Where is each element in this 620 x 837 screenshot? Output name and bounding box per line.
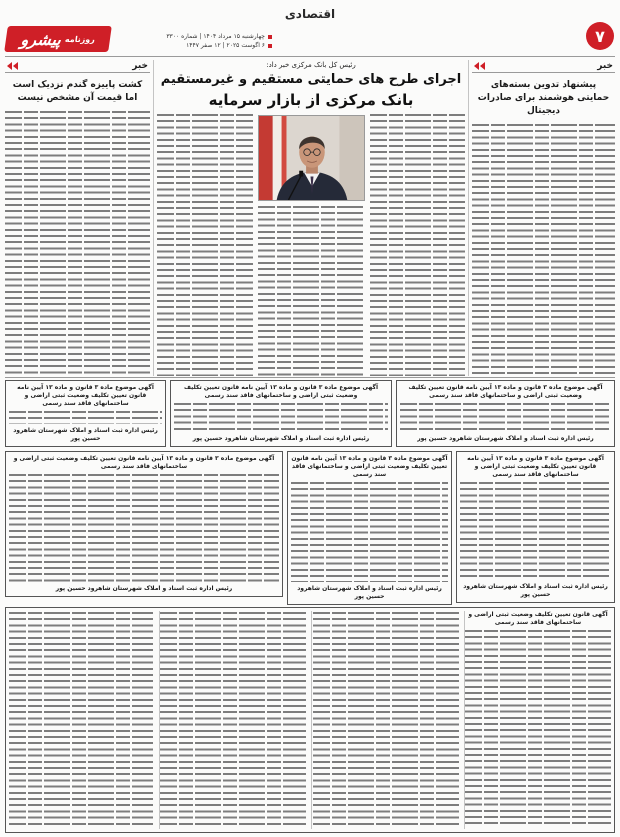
bottom-notice-column	[313, 611, 459, 829]
notice-signature: رئیس اداره ثبت اسناد و املاک شهرستان شاهرود حسین پور	[463, 583, 608, 598]
column-divider	[464, 611, 465, 829]
legal-notice	[170, 380, 392, 447]
notice-signature: رئیس اداره ثبت اسناد و املاک شهرستان شاهرود حسین پور	[417, 435, 594, 442]
lead-body	[157, 114, 465, 376]
newspaper-logo	[4, 26, 112, 52]
lead-text-column-3	[157, 114, 253, 376]
lead-kicker: رئیس کل بانک مرکزی خبر داد:	[266, 61, 356, 69]
date-line-persian: چهارشنبه ۱۵ مرداد ۱۴۰۴ | شماره ۳۳۰۰	[150, 32, 272, 41]
right-news-body	[472, 124, 615, 376]
bottom-notice-heading: آگهی قانون تعیین تکلیف وضعیت ثبتی اراضی و ساختمانهای فاقد سند رسمی	[468, 611, 608, 626]
bottom-notice-body	[313, 612, 459, 828]
notice-body	[174, 403, 388, 432]
header-rule	[5, 56, 615, 57]
left-news-column	[5, 60, 150, 376]
bottom-notice-column	[465, 611, 611, 829]
column-divider	[153, 60, 154, 376]
lead-story	[157, 60, 465, 376]
notice-heading: آگهی موضوع ماده ۳ قانون و ماده ۱۳ آیین نامه قانون تعیین تکلیف وضعیت ثبتی اراضی و ساختمانهای فاقد سند رسمی	[291, 455, 448, 478]
notice-body	[400, 403, 611, 432]
news-tag-label: خبر	[132, 61, 148, 71]
logo-main-text: پیشرو	[19, 29, 63, 49]
bottom-notice-body	[9, 612, 153, 828]
bottom-notice-column	[9, 611, 153, 829]
right-news-title: پیشنهاد تدوین بسته‌های حمایتی هوشمند برای صادرات دیجیتال	[477, 80, 610, 116]
notice-body	[9, 411, 162, 424]
section-rule	[5, 377, 615, 378]
notice-heading: آگهی موضوع ماده ۳ قانون و ماده ۱۳ آیین نامه قانون تعیین تکلیف وضعیت ثبتی اراضی و ساختمانهای فاقد سند رسمی	[183, 384, 379, 399]
lead-text-column-1	[370, 114, 465, 376]
legal-notice	[456, 451, 615, 603]
notice-signature: رئیس اداره ثبت اسناد و املاک شهرستان شاهرود حسین پور	[297, 585, 442, 600]
notice-body	[460, 482, 611, 580]
notice-signature: رئیس اداره ثبت اسناد و املاک شهرستان شاهرود حسین پور	[192, 435, 370, 442]
bottom-notice	[5, 607, 615, 833]
legal-notice	[287, 451, 452, 605]
legal-notice	[396, 380, 615, 447]
lead-text-column-2	[258, 206, 365, 376]
notice-signature: رئیس اداره ثبت اسناد و املاک شهرستان شاهرود حسین پور	[13, 427, 158, 442]
notice-heading: آگهی موضوع ماده ۳ قانون و ماده ۱۳ آیین نامه قانون تعیین تکلیف وضعیت ثبتی اراضی و ساختمانهای فاقد سند رسمی	[408, 384, 603, 399]
column-divider	[159, 611, 160, 829]
section-title: اقتصادی	[284, 7, 336, 21]
notice-heading: آگهی موضوع ماده ۳ قانون و ماده ۱۳ آیین نامه قانون تعیین تکلیف وضعیت ثبتی اراضی و ساختمانهای فاقد سند رسمی	[13, 455, 275, 470]
issue-date	[150, 32, 272, 50]
date-line-gregorian-hijri: ۶ اگوست ۲۰۲۵ | ۱۲ صفر ۱۴۴۷	[150, 41, 272, 50]
left-news-body	[5, 111, 150, 376]
page-number: ۷	[586, 22, 614, 50]
portrait-photo	[258, 115, 365, 201]
bottom-notice-column	[160, 611, 306, 829]
notice-signature: رئیس اداره ثبت اسناد و املاک شهرستان شاهرود حسین پور	[55, 585, 233, 592]
lead-headline-line-2: بانک مرکزی از بازار سرمایه	[208, 91, 414, 109]
notice-body	[291, 482, 448, 582]
bottom-notice-body	[160, 612, 306, 828]
double-chevron-left-icon	[7, 62, 19, 70]
column-divider	[311, 611, 312, 829]
notice-heading: آگهی موضوع ماده ۳ قانون و ماده ۱۳ آیین نامه قانون تعیین تکلیف وضعیت ثبتی اراضی و ساختمانهای فاقد سند رسمی	[467, 455, 604, 478]
left-news-title: کشت پاییزه گندم نزدیک است اما قیمت آن مشخص نیست	[12, 80, 143, 103]
bottom-notice-body	[465, 630, 611, 828]
lead-headline-line-1: اجرای طرح های حمایتی مستقیم و غیرمستقیم	[160, 72, 462, 87]
notice-body	[9, 474, 279, 582]
logo-small-text: روزنامه	[64, 34, 96, 44]
portrait-image	[259, 116, 364, 200]
column-divider	[468, 60, 469, 376]
news-tag	[5, 60, 150, 73]
notice-heading: آگهی موضوع ماده ۳ قانون و ماده ۱۳ آیین نامه قانون تعیین تکلیف وضعیت ثبتی اراضی و ساختمانهای فاقد سند رسمی	[17, 384, 154, 407]
legal-notice	[5, 380, 166, 447]
news-tag-label: خبر	[597, 61, 613, 71]
news-tag	[472, 60, 615, 73]
double-chevron-left-icon	[474, 62, 486, 70]
legal-notice	[5, 451, 283, 597]
right-news-column	[472, 60, 615, 376]
